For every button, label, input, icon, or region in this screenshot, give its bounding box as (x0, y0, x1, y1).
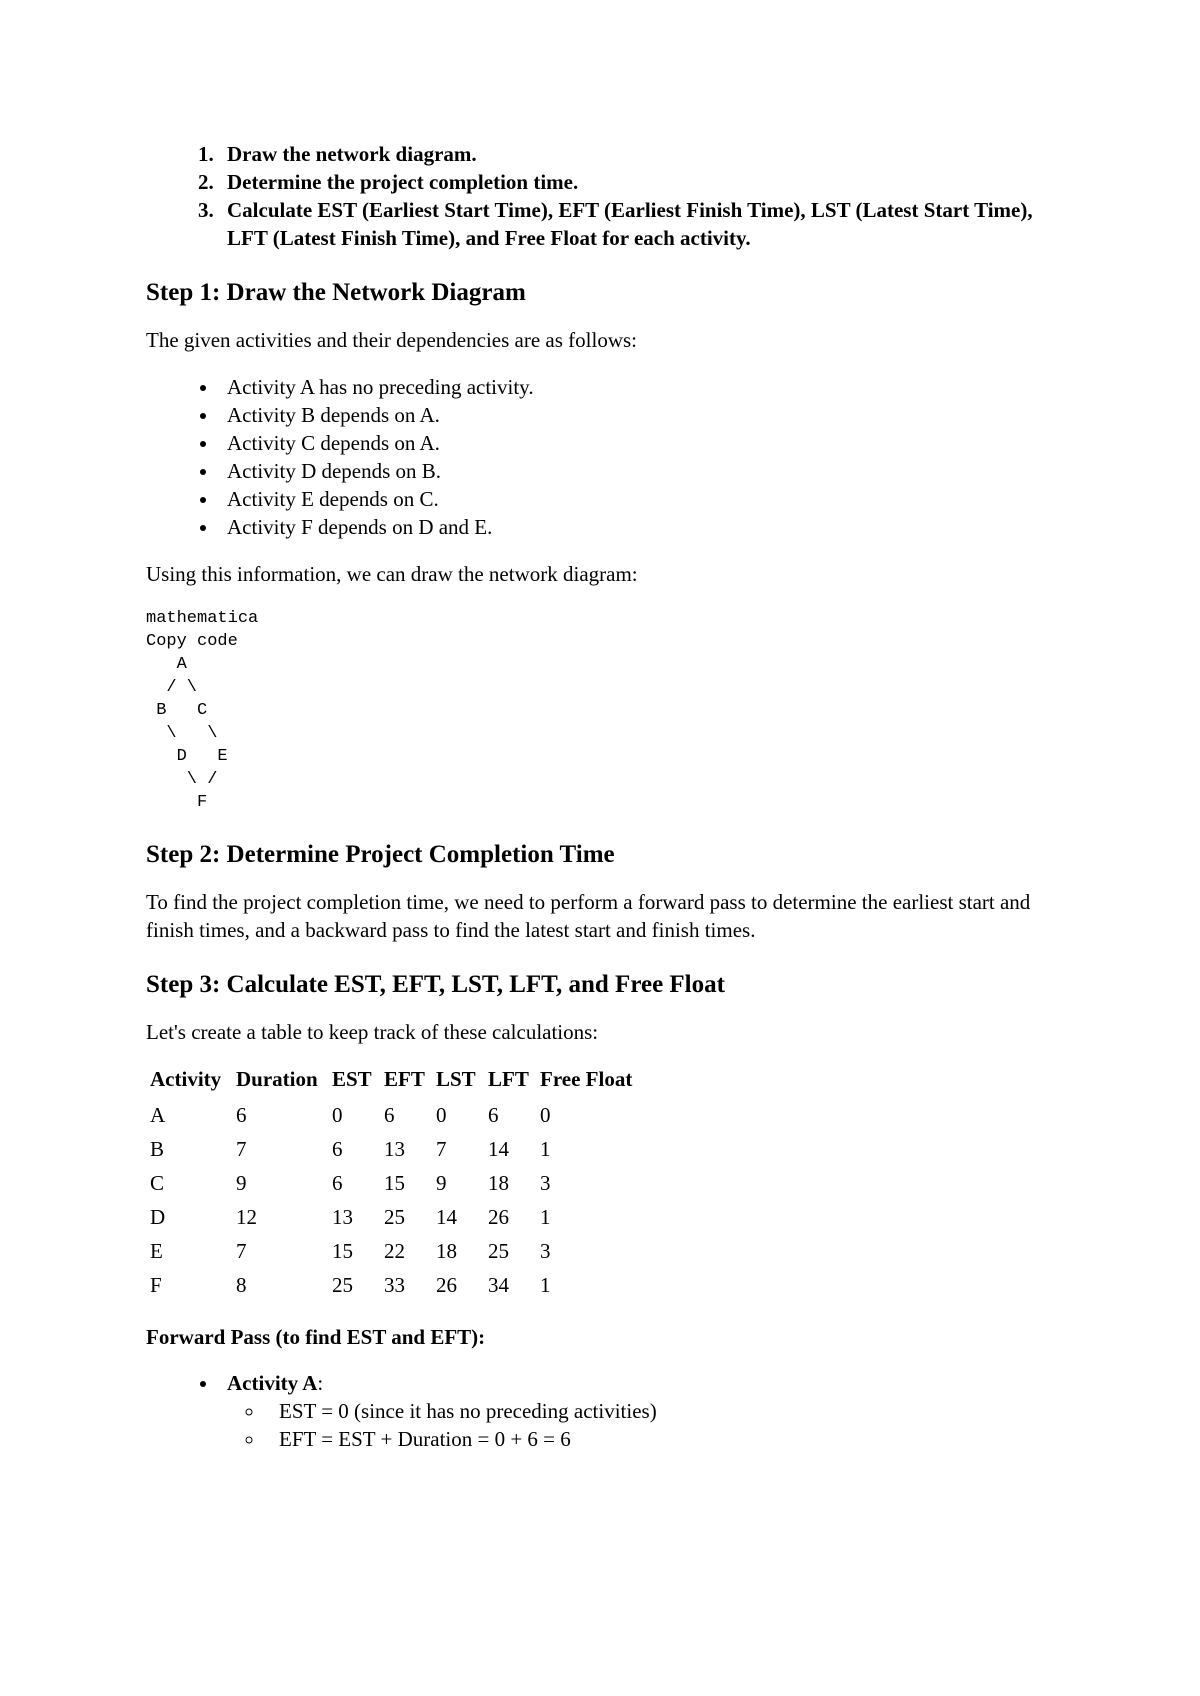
table-cell: 9 (436, 1171, 447, 1195)
table-cell: 3 (540, 1239, 551, 1263)
column-header: Free Float (540, 1067, 633, 1091)
table-cell: 7 (236, 1137, 247, 1161)
table-cell: 6 (488, 1103, 499, 1127)
table-cell: D (150, 1205, 166, 1229)
table-cell: 22 (384, 1239, 405, 1263)
column-header: Duration (236, 1067, 318, 1091)
step3-heading: Step 3: Calculate EST, EFT, LST, LFT, and Free Float (146, 971, 725, 998)
table-cell: 8 (236, 1273, 247, 1297)
list-item (219, 1369, 1066, 1453)
detail-item: ◦ EST = 0 (since it has no preceding activities) (265, 1397, 1066, 1425)
table-cell: 15 (332, 1239, 353, 1263)
table-cell: 7 (436, 1137, 447, 1161)
activity-detail-list (227, 1397, 1066, 1453)
table-cell: 9 (236, 1171, 247, 1195)
table-cell: 0 (540, 1103, 551, 1127)
table-row (150, 1203, 632, 1237)
document-page (146, 140, 1066, 1453)
code-block (146, 607, 1066, 814)
column-header: Activity (150, 1067, 222, 1091)
table-cell: 6 (332, 1171, 343, 1195)
table-cell: 12 (236, 1205, 257, 1229)
step3-intro: Let's create a table to keep track of these calculations: (146, 1020, 599, 1044)
task-list (146, 140, 1066, 252)
network-diagram-ascii: A / \ B C \ \ D E \ / F (156, 655, 228, 812)
table-row (150, 1101, 632, 1135)
table-cell: A (150, 1103, 166, 1127)
table-cell: 0 (332, 1103, 343, 1127)
table-header-row (150, 1065, 632, 1101)
forward-pass-list (146, 1369, 1066, 1453)
table-cell: 1 (540, 1137, 551, 1161)
column-header: EFT (384, 1067, 425, 1091)
table-cell: 0 (436, 1103, 447, 1127)
table-cell: 7 (236, 1239, 247, 1263)
detail-item: ◦ EFT = EST + Duration = 0 + 6 = 6 (265, 1425, 1066, 1453)
dependency-item: • Activity D depends on B. (219, 457, 1066, 485)
table-row (150, 1237, 632, 1271)
code-language-label: mathematica (146, 609, 259, 628)
step1-intro: The given activities and their dependencies are as follows: (146, 328, 637, 352)
activity-label-suffix: : (317, 1371, 324, 1395)
table-cell: 34 (488, 1273, 509, 1297)
column-header: LFT (488, 1067, 529, 1091)
table-cell: 1 (540, 1205, 551, 1229)
step1-heading: Step 1: Draw the Network Diagram (146, 279, 526, 306)
table-cell: 18 (436, 1239, 457, 1263)
table-cell: 3 (540, 1171, 551, 1195)
table-cell: 25 (488, 1239, 509, 1263)
table-row (150, 1135, 632, 1169)
diagram-intro: Using this information, we can draw the network diagram: (146, 562, 638, 586)
table-cell: 1 (540, 1273, 551, 1297)
table-cell: 26 (436, 1273, 457, 1297)
table-cell: 15 (384, 1171, 405, 1195)
table-cell: 6 (332, 1137, 343, 1161)
table-row (150, 1169, 632, 1203)
dependency-item: • Activity A has no preceding activity. (219, 373, 1066, 401)
table-cell: 18 (488, 1171, 509, 1195)
table-cell: 6 (236, 1103, 247, 1127)
calculation-table (146, 1065, 636, 1305)
table-cell: F (150, 1273, 162, 1297)
table-cell: 25 (384, 1205, 405, 1229)
dependency-item: • Activity F depends on D and E. (219, 513, 1066, 541)
task-item: 2. Determine the project completion time. (219, 168, 1066, 196)
table-cell: 25 (332, 1273, 353, 1297)
forward-pass-heading: Forward Pass (to find EST and EFT): (146, 1325, 486, 1349)
table-cell: 26 (488, 1205, 509, 1229)
activity-label: Activity A (227, 1371, 318, 1395)
column-header: LST (436, 1067, 476, 1091)
dependency-item: • Activity E depends on C. (219, 485, 1066, 513)
table-cell: 6 (384, 1103, 395, 1127)
column-header: EST (332, 1067, 372, 1091)
task-item: 3. Calculate EST (Earliest Start Time), EFT (Earliest Finish Time), LST (Latest Start Time), LFT (Latest Finish Time), and Free Float for each activity. (219, 196, 1066, 252)
table-cell: 13 (384, 1137, 405, 1161)
step2-heading: Step 2: Determine Project Completion Time (146, 841, 615, 868)
step2-text: To find the project completion time, we need to perform a forward pass to determine the earliest start and finish times, and a backward pass to find the latest start and finish times. (146, 890, 1031, 942)
dependency-item: • Activity B depends on A. (219, 401, 1066, 429)
table-cell: E (150, 1239, 163, 1263)
copy-code-button[interactable]: Copy code (146, 632, 238, 651)
table-cell: C (150, 1171, 165, 1195)
task-item: 1. Draw the network diagram. (219, 140, 1066, 168)
table-cell: 14 (436, 1205, 457, 1229)
table-cell: 13 (332, 1205, 353, 1229)
table-cell: B (150, 1137, 165, 1161)
table-row (150, 1271, 632, 1305)
table-cell: 14 (488, 1137, 509, 1161)
table-cell: 33 (384, 1273, 405, 1297)
dependency-list (146, 373, 1066, 541)
dependency-item: • Activity C depends on A. (219, 429, 1066, 457)
